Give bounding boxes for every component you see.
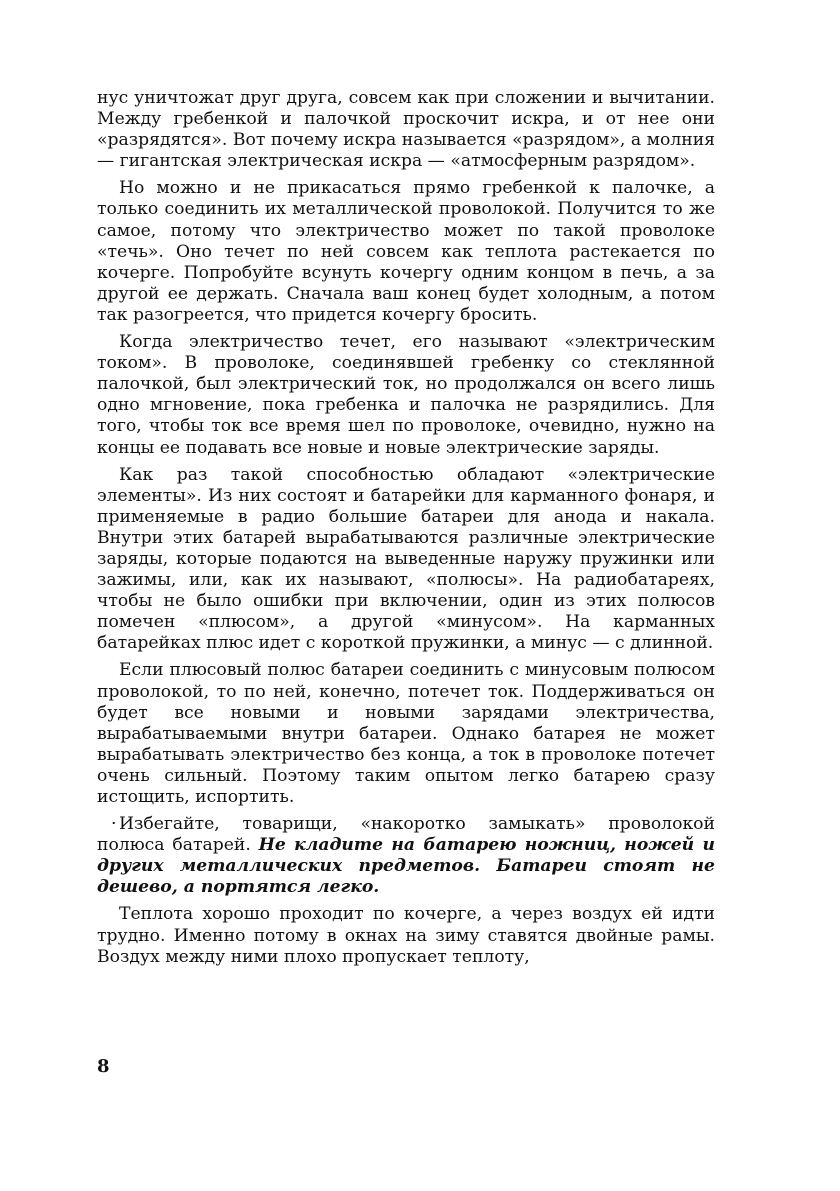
page-number: 8	[97, 1056, 110, 1077]
paragraph-6-text: Избегайте, товарищи, «накоротко замыкать» проволокой полюса батарей.	[97, 814, 715, 856]
paragraph-6-emphasis: Не кладите на батарею ножниц, ножей и других металлических предметов. Батареи стоят не дешево, а портятся легко.	[97, 835, 715, 898]
paragraph-3: Когда электричество течет, его называют «электрическим током». В проволоке, соединявшей гребенку со стеклянной палочкой, был электрический ток, но продолжался он всего лишь одно мгновение, пока гребенка и палочка не разрядились. Для того, чтобы ток все время шел по проволоке, очевидно, нужно на концы ее подавать все новые и новые электрические заряды.	[97, 332, 715, 458]
bullet-mark: ·	[111, 814, 117, 835]
page-body	[97, 88, 715, 1088]
paragraph-7: Теплота хорошо проходит по кочерге, а через воздух ей идти трудно. Именно потому в окнах на зиму ставятся двойные рамы. Воздух между ними плохо пропускает теплоту,	[97, 904, 715, 967]
paragraph-1: нус уничтожат друг друга, совсем как при сложении и вычитании. Между гребенкой и палочкой проскочит искра, и от нее они «разрядятся». Вот почему искра называется «разрядом», а молния — гигантская электрическая искра — «атмосферным разрядом».	[97, 88, 715, 172]
paragraph-2: Но можно и не прикасаться прямо гребенкой к палочке, а только соединить их металлической проволокой. Получится то же самое, потому что электричество может по такой проволоке «течь». Оно течет по ней совсем как теплота растекается по кочерге. Попробуйте всунуть кочергу одним концом в печь, а за другой ее держать. Сначала ваш конец будет холодным, а потом так разогреется, что придется кочергу бросить.	[97, 178, 715, 325]
paragraph-4: Как раз такой способностью обладают «электрические элементы». Из них состоят и батарейки для карманного фонаря, и применяемые в радио большие батареи для анода и накала. Внутри этих батарей вырабатываются различные электрические заряды, которые подаются на выведенные наружу пружинки или зажимы, или, как их называют, «полюсы». На радиобатареях, чтобы не было ошибки при включении, один из этих полюсов помечен «плюсом», а другой «минусом». На карманных батарейках плюс идет с короткой пружинки, а минус — с длинной.	[97, 464, 715, 654]
paragraph-6	[97, 814, 715, 898]
paragraph-5: Если плюсовый полюс батареи соединить с минусовым полюсом проволокой, то по ней, конечно, потечет ток. Поддерживаться он будет все новыми и новыми зарядами электричества, вырабатываемыми внутри батареи. Однако батарея не может вырабатывать электричество без конца, а ток в проволоке потечет очень сильный. Поэтому таким опытом легко батарею сразу истощить, испортить.	[97, 660, 715, 807]
